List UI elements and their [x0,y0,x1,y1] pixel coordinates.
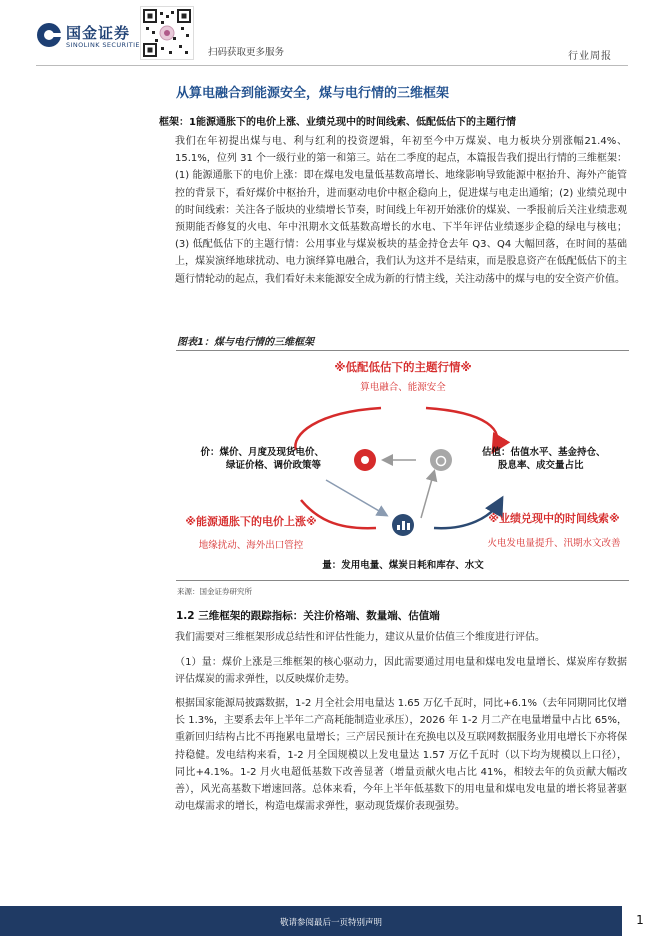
brand-name: 国金证券 [66,24,131,42]
triangle-right-side [421,472,434,518]
cycle-arrow-top [295,408,381,450]
paragraph-volume: （1）量：煤价上涨是三维框架的核心驱动力，因此需要通过用电量和煤电发电量增长、煤炭库存数据评估煤炭的需求弹性，以反映煤价走势。 [175,657,627,686]
bar-chart-icon [392,514,414,536]
framework-diagram [176,350,629,580]
valuation-label-line2: 股息率、成交量占比 [498,460,584,471]
top-theme-title: ※低配低估下的主题行情※ [334,360,472,374]
right-theme-sub: 火电发电量提升、汛期水文改善 [487,538,621,549]
valuation-label-line1: 估值：估值水平、基金持仓、 [482,447,606,458]
qr-code-icon[interactable] [140,6,194,60]
price-label-line1: 价：煤价、月度及现货电价、 [200,447,324,458]
page-number: 1 [636,913,644,927]
figure-source: 来源：国金证券研究所 [177,587,252,596]
figure-bottom-rule [176,580,629,581]
figure-title: 图表1：煤与电行情的三维框架 [177,337,314,348]
footer-disclaimer[interactable]: 敬请参阅最后一页特别声明 [279,918,382,928]
right-theme-title: ※业绩兑现中的时间线索※ [488,512,620,525]
volume-label: 量：发用电量、煤炭日耗和库存、水文 [322,560,484,571]
paragraph-framework: 我们需要对三维框架形成总结性和评估性能力，建议从量价估值三个维度进行评估。 [175,632,545,643]
qr-label: 扫码获取更多服务 [208,47,285,58]
section-title: 1.2 三维框架的跟踪指标：关注价格端、数量端、估值端 [176,610,440,622]
left-theme-title: ※能源通胀下的电价上涨※ [185,515,317,528]
coin-icon [354,449,376,471]
price-label-line2: 绿证价格、调价政策等 [225,460,321,471]
top-theme-sub: 算电融合、能源安全 [360,382,446,393]
brand-name-en: SINOLINK SECURITIES [66,41,145,49]
paragraph-intro: 我们在年初提出煤与电、利与红利的投资逻辑，年初至今中万煤炭、电力板块分别涨幅21.4%、15.1%，位列 31 个一级行业的第一和第三。站在二季度的起点，本篇报告我们提出行情的三维框架：(1) 能源通胀下的电价上涨：即在煤电发电量低基数高增长、地缘影响导致能源中枢抬升、海外产能管控的背景下，看好煤价中枢抬升，进而驱动电价中枢企稳向上，促进煤与电走出通缩；(2) 业绩兑现中的时间线索：关注各子版块的业绩增长节奏，时间线上年初开始涨价的煤炭、一季报前后关注业绩悲观预期能否修复的火电、年中汛期水文低基数高增长的水电、下半年评估业绩逐步企稳的绿电与核电；(3) 低配低估下的主题行情：公用事业与煤炭板块的基金持仓去年 Q3、Q4 大幅回落，在时间的基础上，煤炭演绎地球扰动、电力演绎算电融合，我们认为这并不是结束，而是股息资产在低配低估下的主题行情轮动的起点，我们看好未来能源安全成为新的行情主线，关注动荡中的煤与电的安全资产价值。 [175,136,627,285]
section-subtitle: 框架：1能源通胀下的电价上涨、业绩兑现中的时间线索、低配低估下的主题行情 [159,117,516,128]
left-theme-sub: 地缘扰动、海外出口管控 [198,540,304,551]
paragraph-data: 根据国家能源局披露数据，1-2 月全社会用电量达 1.65 万亿千瓦时，同比+6.1%（去年同期同比仅增长 1.3%，主要系去年上半年二产高耗能制造业承压），2026 年 1-2 月二产在电量增量中占比 65%，重新回归结构占比不再拖累电量增长；三产居民预计在充换电以及互联网数据服务业用电增长下亦将保持稳健。发电结构来看，1-2 月全国规模以上发电量达 1.57 万亿千瓦时（以下均为规模以上口径），同比+4.1%。1-2 月火电超低基数下改善显著（增量贡献火电占比 41%，相较去年的负贡献大幅改善），风光高基数下增速回落。总体来看，今年上半年低基数下的用电量和煤电发电量的增长将显著驱动电煤需求的增长，构造电煤需求弹性，驱动现货煤价表现强势。 [175,698,627,813]
report-type-label: 行业周报 [568,51,612,62]
cycle-arrow-top-right [426,408,497,450]
article-title: 从算电融合到能源安全，煤与电行情的三维框架 [176,86,450,101]
header-divider [36,65,628,66]
logo-icon [36,22,62,48]
money-bag-icon [430,449,452,471]
triangle-left-side [326,480,386,515]
